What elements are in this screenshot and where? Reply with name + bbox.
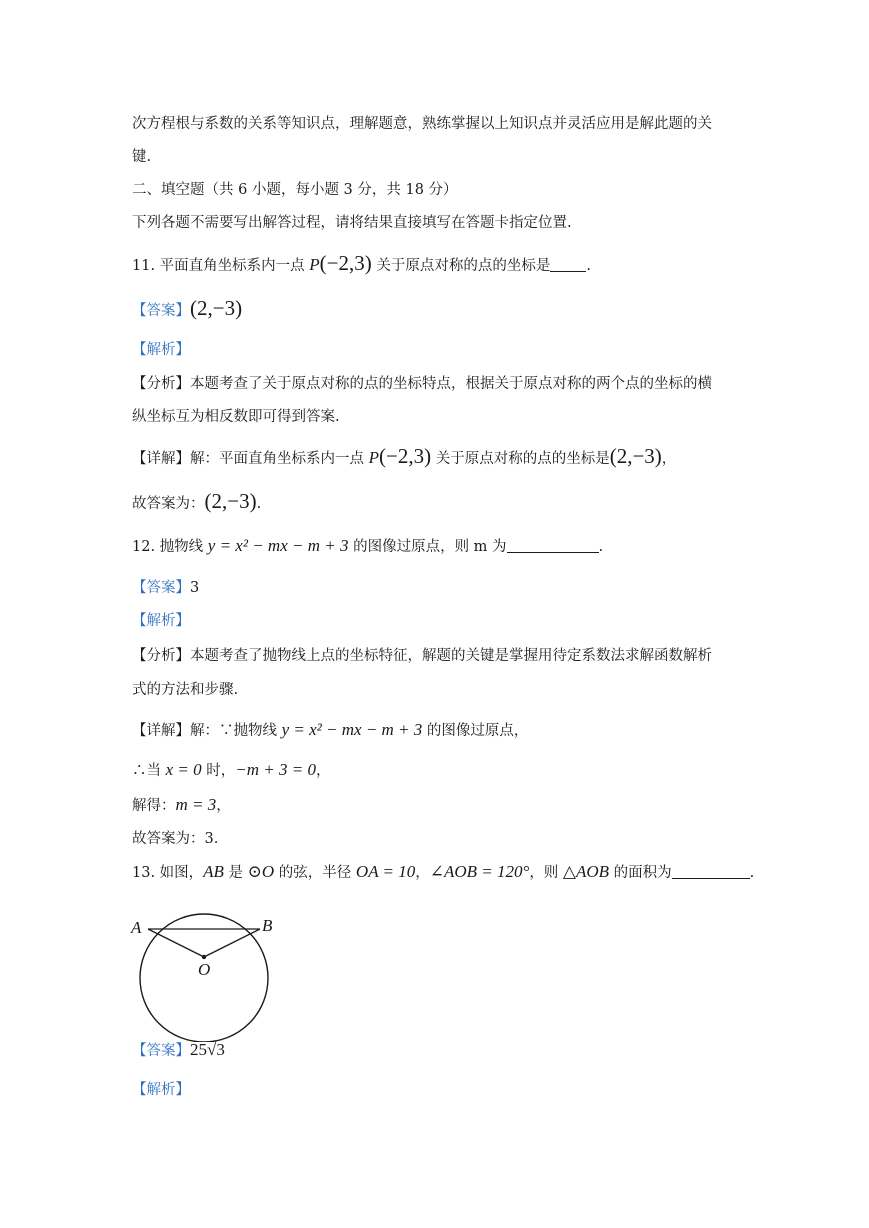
radius-oa <box>148 929 204 957</box>
q12-detail-tag: 【详解】 <box>132 723 190 739</box>
text-line-2: 键. <box>132 149 152 165</box>
q13-t2: 的弦，半径 <box>274 865 356 881</box>
q11-conclusion-end: . <box>256 496 262 512</box>
q11-point: P <box>309 255 320 274</box>
q13-t1: 是 <box>223 865 248 881</box>
text-line-1: 次方程根与系数的关系等知识点，理解题意，熟练掌握以上知识点并灵活应用是解此题的关 <box>132 116 712 132</box>
label-b: B <box>262 916 273 935</box>
q13-radius: OA = 10 <box>355 862 416 881</box>
q12-step1-cond: x = 0 <box>165 760 202 779</box>
q12-step1-end: ， <box>315 763 331 779</box>
q12-end: . <box>598 539 604 555</box>
q12-mid: 的图像过原点，则 m 为 <box>348 539 507 555</box>
q12-step2-eq: m = 3 <box>175 795 217 814</box>
q13-chord: AB <box>203 862 224 881</box>
q12-step1-mid: 时， <box>201 763 236 779</box>
q11-detail-end: ， <box>661 451 677 467</box>
q11-detail-line <box>132 446 676 469</box>
circle-diagram <box>128 912 288 1042</box>
q12-prefix: 12. 抛物线 <box>132 539 208 555</box>
q12-blank <box>507 538 599 553</box>
q13-question <box>132 862 754 883</box>
q12-fenxi-text-1: 本题考查了抛物线上点的坐标特征，解题的关键是掌握用待定系数法求解函数解析 <box>190 648 712 664</box>
q11-mid: 关于原点对称的点的坐标是 <box>371 258 551 274</box>
q11-answer: (2,−3) <box>190 296 243 320</box>
q11-analysis-tag: 【解析】 <box>132 342 190 358</box>
q13-blank <box>672 864 750 879</box>
q11-conclusion-line <box>132 491 261 514</box>
q11-detail-pre: 解：平面直角坐标系内一点 <box>190 451 369 467</box>
q13-answer-tag: 【答案】 <box>132 1043 190 1059</box>
q12-step1-eq: −m + 3 = 0 <box>235 760 316 779</box>
q13-prefix: 13. 如图， <box>132 865 204 881</box>
q13-end: . <box>749 865 755 881</box>
q13-t4: ，则 <box>529 865 563 881</box>
q12-answer: 3 <box>190 580 200 596</box>
q13-t5: 的面积为 <box>609 865 672 881</box>
q12-fenxi-line-2: 式的方法和步骤. <box>132 682 239 698</box>
q12-detail-end: 的图像过原点， <box>422 723 529 739</box>
q12-fenxi-tag: 【分析】 <box>132 648 190 664</box>
q12-detail-line <box>132 720 528 741</box>
q11-conclusion-pre: 故答案为： <box>132 496 205 512</box>
q11-fenxi-line-1 <box>132 374 712 394</box>
q13-circle: ⊙O <box>247 862 275 881</box>
q12-step-1 <box>132 760 330 781</box>
q12-step1-pre: ∴当 <box>132 763 166 779</box>
q11-detail-tag: 【详解】 <box>132 451 190 467</box>
q11-blank <box>550 257 586 272</box>
label-o: O <box>198 960 211 979</box>
q12-conclusion: 故答案为：3. <box>132 831 219 847</box>
q12-analysis-tag: 【解析】 <box>132 613 190 629</box>
q11-question <box>132 253 591 276</box>
q12-detail-formula: y = x² − mx − m + 3 <box>281 720 423 739</box>
section-instructions: 下列各题不需要写出解答过程，请将结果直接填写在答题卡指定位置. <box>132 215 572 231</box>
q13-answer-line <box>132 1040 225 1061</box>
q11-answer-line <box>132 298 242 321</box>
q12-formula: y = x² − mx − m + 3 <box>207 536 349 555</box>
q11-detail-point: P <box>368 448 379 467</box>
q11-fenxi-line-2: 纵坐标互为相反数即可得到答案. <box>132 409 340 425</box>
q12-fenxi-line-1 <box>132 646 712 666</box>
q11-fenxi-text-1: 本题考查了关于原点对称的点的坐标特点，根据关于原点对称的两个点的坐标的横 <box>190 376 712 392</box>
q13-analysis-tag: 【解析】 <box>132 1082 190 1098</box>
q13-angle: ∠AOB = 120° <box>429 862 530 881</box>
radius-ob <box>204 929 260 957</box>
q12-step2-pre: 解得： <box>132 798 176 814</box>
q11-detail-coords: (−2,3) <box>379 444 432 468</box>
q11-answer-tag: 【答案】 <box>132 303 190 319</box>
q12-step-2 <box>132 795 231 816</box>
q11-prefix: 11. 平面直角坐标系内一点 <box>132 258 310 274</box>
q13-answer: 25√3 <box>190 1040 225 1059</box>
section-heading: 二、填空题（共 6 小题，每小题 3 分，共 18 分） <box>132 182 458 198</box>
q13-t3: ， <box>415 865 430 881</box>
q11-coords: (−2,3) <box>319 251 372 275</box>
q12-answer-line <box>132 578 199 598</box>
q11-detail-mid: 关于原点对称的点的坐标是 <box>431 451 610 467</box>
q13-triangle: △AOB <box>562 862 610 881</box>
q11-end: . <box>586 258 591 274</box>
center-point <box>202 955 206 959</box>
label-a: A <box>131 918 142 937</box>
q12-detail-pre: 解：∵抛物线 <box>190 723 282 739</box>
q11-conclusion-answer: (2,−3) <box>204 489 257 513</box>
q11-fenxi-tag: 【分析】 <box>132 376 190 392</box>
q12-step2-end: ， <box>216 798 231 814</box>
q12-question <box>132 536 603 557</box>
q12-answer-tag: 【答案】 <box>132 580 190 596</box>
q11-detail-answer: (2,−3) <box>609 444 662 468</box>
